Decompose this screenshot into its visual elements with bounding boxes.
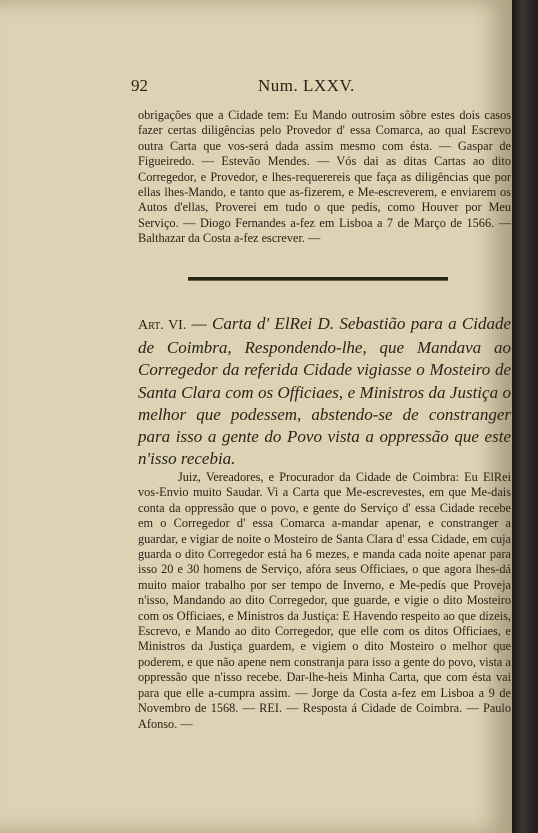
letter-text: Juiz, Vereadores, e Procurador da Cidade de Coimbra: Eu ElRei vos-Envio muito Saudar. Vi a Carta que Me-escrevestes, em que Me-dais conta da oppressão que o povo, e gente do Serviço d' essa Cidade recebe em o Corregedor d' essa Comarca a-mandar apenar, e constranger a guardar, e vigiar de noite o Mosteiro de Santa Clara d' essa Cidade, em cuja guarda o dito Corregedor está ha 6 mezes, e manda cada noite apenar para isso 20 e 30 homens de Serviço, afóra seus Officiaes, o que agora lhes-dá muito maior trabalho por ser tempo de Inverno, e Me-pedís que Proveja n'isso, Mandando ao dito Corregedor, que guarde, e vigie o dito Mosteiro com os Officiaes, e Ministros da Justiça: E Havendo respeito ao que dizeis, Escrevo, e Mando ao dito Corregedor, que elle com os ditos Officiaes, e Ministros da Justiça guardem, e vigiem o dito Mosteiro o melhor que poderem, e que não apene nem constranja para isso a gente do povo, vista a oppressão que n'isso recebe. Dar-lhe-heis Minha Carta, que com ésta vai para que elle a-cumpra assim. — Jorge da Costa a-fez em Lisboa a 9 de Novembro de 1568. — REI. — Resposta á Cidade de Coimbra. — Paulo Afonso. — (138, 470, 511, 731)
page-gutter-edge (512, 0, 538, 833)
continued-text: obrigações que a Cidade tem: Eu Mando outrosim sôbre estes dois casos fazer certas diligências pelo Provedor d' essa Comarca, ao qual Escrevo outra Carta que vos-será dada assim mesmo com ésta. — Gaspar de Figueiredo. — Estevão Mendes. — Vós dai as ditas Cartas ao dito Corregedor, e Provedor, e lhes-requerereis que faça as diligências que por ellas lhes-Mando, e tanto que as-fizerem, e Me-escreverem, e enviarem os Autos d'ellas, Proverei em tudo o que pedís, como Houver por Meu Serviço. — Diogo Fernandes a-fez em Lisboa a 7 de Março de 1566. — Balthazar da Costa a-fez escrever. — (138, 108, 511, 246)
letter-body (138, 470, 511, 732)
page-number: 92 (131, 76, 148, 95)
running-head: Num. LXXV. (258, 76, 355, 95)
section-divider-rule (188, 277, 448, 281)
article-title: — Carta d' ElRei D. Sebastião para a Cidade de Coimbra, Respondendo-lhe, que Mandava ao Corregedor da referida Cidade vigiasse o Mosteiro de Santa Clara com os Officiaes, e Ministros da Justiça o melhor que podessem, abstendo-se de constranger para isso a gente do Povo vista a oppressão que este n'isso recebia. (138, 314, 512, 469)
continued-paragraph (138, 108, 511, 247)
article-label: Art. VI. (138, 318, 187, 333)
article-heading (138, 313, 511, 470)
